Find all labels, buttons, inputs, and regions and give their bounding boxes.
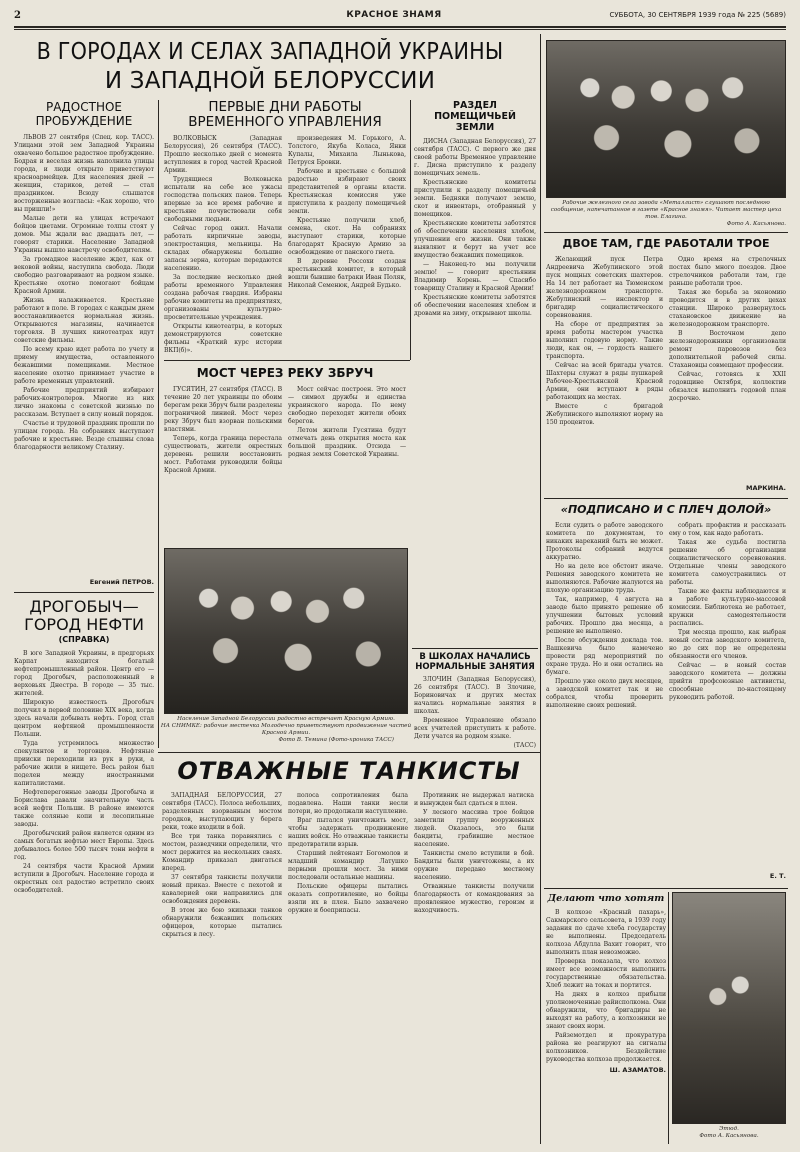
paragraph: Трудящиеся Волковыска испытали на себе все ужасы господства польских панов. Теперь впервые за все время рабочие и крестьяне почувствовали себя свободными людьми. [164, 176, 282, 223]
issue-info: СУББОТА, 30 СЕНТЯБРЯ 1939 года № 225 (5689) [609, 11, 786, 19]
article-column [288, 386, 406, 476]
paragraph: Малые дети на улицах встречают бойцов цветами. Огромные толпы стоят у домов. Мы ждали вас двадцать лет, — говорят старики. Население Западной Украины вышло навстречу освободителям. [14, 215, 154, 254]
paragraph: В юге Западной Украины, в предгорьях Карпат находится богатый нефтепромышленный район. Центр его — город Дрогобыч, расположенный в верховьях Днестра. В городе — 35 тыс. жителей. [14, 650, 154, 697]
section-rule [544, 232, 788, 233]
paragraph: В этом же бою экипажи танков обнаружили бежавших польских офицеров, которые пытались скрыться в лесу. [162, 907, 282, 938]
article-title: ПОМЕЩИЧЬЕЙ ЗЕМЛИ [434, 111, 516, 133]
paragraph: В деревне Россохи создан крестьянский комитет, в который вошли бывшие батраки Иван Поляк, Николай Семенюк, Андрей Будько. [288, 258, 406, 289]
caption-line: Рабочие железного села завода «Металлист» слушают последнюю сообщение, напечатанное в газете «Красное знамя». Читает мастер цеха тов. Елагина. [550, 200, 782, 220]
paragraph: На днях в колхоз прибыли уполномоченные райисполкома. Они обнаружили, что бригадиры не выходят на работу, а колхозники не знают своих норм. [546, 991, 666, 1030]
masthead-rule-2 [14, 29, 786, 30]
photo-caption [672, 1126, 786, 1144]
masthead [14, 8, 786, 24]
article-body [414, 138, 536, 318]
paragraph: Мост сейчас построен. Это мост — символ дружбы и единства украинского народа. По нему свободно переходят жители обоих берегов. [288, 386, 406, 425]
paragraph: Крестьянские комитеты заботятся об обеспечении населения хлебом и дровами на зиму, открывают школы. [414, 294, 536, 317]
article-title: ДВОЕ ТАМ, ГДЕ РАБОТАЛИ ТРОЕ [562, 237, 770, 250]
article-title: ГОРОД НЕФТИ [24, 615, 144, 634]
paragraph: ЛЬВОВ 27 сентября (Спец. кор. ТАСС). Улицами этой зем Западной Украины охвачено большое радостное пробуждение. Бодрая и веселая жизнь наполнила улицы города, и люди открыто приветствуют красноармейцев. Для населения дней — женщин, стариков, детей — стал праздником. Всюду слышатся восторженные возгласы: «Как хорошо, что вы пришли!» [14, 134, 154, 213]
caption-line: НА СНИМКЕ: рабочие местечка Молодечно приветствуют продвижение частей Красной Армии. [160, 723, 412, 736]
column-divider [410, 100, 411, 360]
article-column [414, 792, 534, 940]
article-column [546, 256, 663, 428]
paragraph: Три месяца прошло, как выбран новый состав заводского комитета, но до сих пор не определены обязанности его членов. [669, 629, 786, 660]
paragraph: ЗЛОЧИН (Западная Белоруссия), 26 сентября (ТАСС). В Злочине, Бориновичах и других местах начались нормальные занятия в школах. [414, 676, 536, 715]
paragraph: Так, например, 4 августа на заводе было принято решение об улучшении бытовых условий рабочих. Прошло два месяца, а решение не выполнено. [546, 596, 663, 635]
article-title: ПЕРВЫЕ ДНИ РАБОТЫ [208, 100, 362, 115]
paragraph: Одно время на стрелочных постах было много поездов. Двое стрелочников работали там, где раньше работали трое. [669, 256, 786, 287]
paragraph: В Восточном депо железнодорожники организовали ремонт паровозов без дополнительной рабочей силы. Стахановцы совмещают профессии. [669, 330, 786, 369]
paragraph: Прошло уже около двух месяцев, а заводской комитет так и не собрался, чтобы проверить выполнение своих решений. [546, 678, 663, 709]
paragraph: полоса сопротивления была подавлена. Наши танки несли потери, но продолжали наступление. [288, 792, 408, 815]
paragraph: 37 сентября танкисты получили новый приказ. Вместе с пехотой и кавалерией они направились для освобождения деревень. [162, 874, 282, 905]
paragraph: — Наконец-то мы получили землю! — говорит крестьянин Владимир Корень. — Спасибо товарищу Сталину и Красной Армии! [414, 261, 536, 292]
paragraph: Летом жители Гусятина будут отмечать день открытия моста как большой праздник. Отсюда — родная земля Советской Украины. [288, 427, 406, 458]
article-subtitle: (СПРАВКА) [58, 635, 110, 644]
article-column [669, 256, 786, 428]
photo-credit: Фото А. Касьянова. [699, 1133, 759, 1139]
article-column [288, 135, 406, 356]
article-column [162, 792, 282, 940]
author: МАРКИНА. [746, 484, 786, 492]
paragraph: Крестьяне получили хлеб, семена, скот. На собраниях выступают старики, которые благодарят Красную Армию за освобождение от панского гнета. [288, 217, 406, 256]
paragraph: Широкую известность Дрогобыч получил в первой половине XIX века, когда здесь начали добывать нефть. Город стал центром нефтяной промышленности Польши. [14, 699, 154, 738]
article-body [14, 134, 154, 452]
paper-name: КРАСНОЕ ЗНАМЯ [346, 10, 442, 20]
paragraph: Сейчас на всей бригады учатся. Шахтеры служат в ряды пушкарей Рабочее-Крестьянской Красной Армии, они вступают в ряды работающих на местах. [546, 362, 663, 401]
main-headline [30, 38, 510, 98]
paragraph: Нефтеперегонные заводы Дрогобыча и Борислава давали значительную часть всей нефти Польши. В районе имеются также соляные копи и лесопильные заводы. [14, 789, 154, 828]
paragraph: Рабочие и крестьяне с большой радостью избирают своих представителей в органы власти. Крестьянская комиссия уже приступила к разделу помещичьей земли. [288, 168, 406, 215]
paragraph: Дрогобычский район является одним из самых богатых нефтью мест Европы. Здесь добывалось более 500 тысяч тонн нефти в год. [14, 830, 154, 861]
article-column [164, 135, 282, 356]
article-column [288, 792, 408, 940]
paragraph: Но на деле все обстоит иначе. Решения заводского комитета не выполняются. Рабочие жалуются на плохую организацию труда. [546, 563, 663, 594]
page-number: 2 [14, 10, 21, 21]
paragraph: Все три танка поравнялись с мостом, разведчики определили, что мост держится на нескольких сваях. Командир приказал двигаться вперед. [162, 833, 282, 872]
paragraph: Такая же борьба за экономию проводится и в других цехах станции. Широко развернулось стахановское движение на железнодорожном транспорте. [669, 289, 786, 328]
section-rule [544, 888, 788, 889]
paragraph: После обсуждения доклада тов. Вашкевича было намечено провести ряд мероприятий по охране труда. Но и они остались на бумаге. [546, 637, 663, 676]
article-title: «ПОДПИСАНО И С ПЛЕЧ ДОЛОЙ» [560, 503, 772, 516]
paragraph: Крестьянские комитеты приступили к разделу помещичьей земли. Бедняки получают землю, скот и инвентарь, отобранный у помещиков. [414, 179, 536, 218]
article-title: В ШКОЛАХ НАЧАЛИСЬ [419, 652, 531, 662]
paragraph: Желающий пуск Петра Андреевича Жебулинского этой пуск мощных советских шахтеров. На 14 лет работает на Тюменском железнодорожном транспорте. Жебулинский — инспектор и бригадир социалистического соревнования. [546, 256, 663, 319]
photo-caption [158, 716, 414, 750]
paragraph: Если судить о работе заводского комитета по документам, то никаких нареканий быть не может. Протоколы собраний ведутся аккуратно. [546, 522, 663, 561]
paragraph: 24 сентября части Красной Армии вступили в Дрогобыч. Население города и окрестных сел радостно встретило своих освободителей. [14, 863, 154, 894]
paragraph: Сейчас, готовясь к XXII годовщине Октября, коллектив обязался выполнить годовой план досрочно. [669, 371, 786, 402]
article-title: РАДОСТНОЕ ПРОБУЖДЕНИЕ [35, 100, 133, 128]
photo-credit: Фото В. Темина (Фото-хроника ТАСС) [278, 737, 394, 743]
author: Евгений ПЕТРОВ. [89, 578, 154, 586]
article-title: НОРМАЛЬНЫЕ ЗАНЯТИЯ [415, 662, 535, 672]
paragraph: Противник не выдержал натиска и вынужден был сдаться в плен. [414, 792, 534, 807]
section-rule [158, 752, 540, 753]
article-delaut [546, 892, 666, 1144]
article-title: Делают что хотят [547, 893, 665, 904]
article-pervye-dni [164, 100, 406, 356]
photo-workers-reading [546, 40, 786, 198]
photo-credit: Фото А. Касьянова. [726, 221, 786, 227]
paragraph: ВОЛКОВЫСК (Западная Белоруссия), 26 сентября (ТАСС). Прошло несколько дней с момента вступления в город частей Красной Армии. [164, 135, 282, 174]
paragraph: За последние несколько дней работы временного Управления создана рабочая гвардия. Избраны рабочие комитеты на предприятиях, организованы культурно-просветительные учреждения. [164, 274, 282, 321]
article-body [14, 650, 154, 895]
paragraph: Жизнь налаживается. Крестьяне работают в поле. В городах с каждым днем восстанавливается нормальная жизнь. Открываются магазины, начинается торговля. В лучших кинотеатрах идут советские фильмы. [14, 297, 154, 344]
paragraph: произведения М. Горького, А. Толстого, Якуба Коласа, Янки Купалы, Михаила Лынькова, Петруся Бровки. [288, 135, 406, 166]
paragraph: Такая же судьба постигла решение об организации социалистического соревнования. Отдельные члены заводского комитета самоустранились от работы. [669, 539, 786, 586]
main-headline-line2: И ЗАПАДНОЙ БЕЛОРУССИИ [104, 68, 436, 94]
section-rule [164, 360, 410, 361]
paragraph: Танкисты смело вступили в бой. Бандиты были уничтожены, а их оружие передано местному населению. [414, 850, 534, 881]
paragraph: Рабочие предприятий избирают рабочих-контролеров. Многие из них лично знакомы с советской жизнью по рассказам. Вступает в силу новый порядок. [14, 387, 154, 418]
paragraph: У лесного массива трое бойцов заметили группу вооруженных людей. Оказалось, это были бандиты, грабившие местное население. [414, 809, 534, 848]
paragraph: Враг пытался уничтожить мост, чтобы задержать продвижение наших войск. Но отважные танкисты предотвратили взрыв. [288, 817, 408, 848]
section-rule [412, 648, 538, 649]
caption-line: Население Западной Белоруссии радостно встречает Красную Армию. [177, 716, 395, 722]
paragraph: За громадное население ждет, как от вековой войны, наступила свобода. Люди свободно разговаривают на родном языке. Крестьяне охотно помогают бойцам Красной Армии. [14, 256, 154, 295]
paragraph: Вместе с бригадой Жебулинского выполняют норму на 150 процентов. [546, 403, 663, 426]
paragraph: Временное Управление обязало всех учителей приступить к работе. Дети учатся на родном языке. [414, 717, 536, 740]
article-podpisano [546, 502, 786, 886]
paragraph: (ТАСС) [513, 742, 536, 748]
paragraph: Туда устремилось множество спекулянтов и торговцев. Нефтяные прииски переходили из рук в руки, а рабочие жили в нищете. Весь район был поделен между иностранными капиталистами. [14, 740, 154, 787]
paragraph: Такие же факты наблюдаются и в работе культурно-массовой комиссии. Библиотека не работает, кружки самодеятельности распались. [669, 588, 786, 627]
paragraph: ДИСНА (Западная Белоруссия), 27 сентября (ТАСС). С первого же дня своей работы Временное управление г. Дисна приступило к разделу помещичьих земель. [414, 138, 536, 177]
article-title: ВРЕМЕННОГО УПРАВЛЕНИЯ [188, 114, 382, 130]
paragraph: Сейчас город ожил. Начали работать кирпичные заводы, электростанция, мельницы. На складах обнаружены большие запасы зерна, которые передаются населению. [164, 225, 282, 272]
photo-caption [546, 200, 786, 230]
paragraph: На сборе от предприятия за время работы мастером участка выполнил годовую норму. Такие люди, как он, — гордость нашего транспорта. [546, 321, 663, 360]
article-body [546, 909, 666, 1064]
article-column [546, 522, 663, 711]
paragraph: По всему краю идет работа по учету и приему имущества, оставленного бежавшими помещиками. Местное население охотно принимает участие в работе временных управлений. [14, 346, 154, 385]
paragraph: Счастье и трудовой праздник прошли по улицам города. На собраниях выступают рабочие и крестьяне. Везде слышны слова благодарности великому Сталину. [14, 420, 154, 451]
article-column [669, 522, 786, 711]
paragraph: Польские офицеры пытались оказать сопротивление, но бойцы взяли их в плен. Было захвачено оружие и боеприпасы. [288, 883, 408, 914]
article-column [164, 386, 282, 476]
paragraph: Старший лейтенант Богомолов и младший командир Латушко первыми прошли мост. За ними последовали остальные машины. [288, 850, 408, 881]
paragraph: В колхозе «Красный пахарь», Сакмарского сельсовета, в 1939 году задания по сдаче хлеба государству не выполнены. Председатель колхоза Абдулла Вахит говорит, что выполнить план невозможно. [546, 909, 666, 956]
paragraph: Проверка показала, что колхоз имеет все возможности выполнить государственные обязательства. Хлеб лежит на токах и портится. [546, 958, 666, 989]
article-body [414, 676, 536, 748]
article-tankisty [162, 756, 536, 1146]
paragraph: ЗАПАДНАЯ БЕЛОРУССИЯ, 27 сентября (ТАСС). Полоса небольших, разделенных взорванным мостом городков, выступающих у берега реки, тоже входили в бой. [162, 792, 282, 831]
author: Ш. АЗАМАТОВ. [609, 1066, 666, 1074]
photo-soldiers [164, 548, 408, 714]
paragraph: собрать профактив и рассказать ему о том, как надо работать. [669, 522, 786, 537]
paragraph: Отважные танкисты получили благодарность от командования за проявленное мужество, героизм и находчивость. [414, 883, 534, 914]
article-radostnoe [14, 100, 154, 594]
caption-line: Этюд. [719, 1126, 739, 1132]
section-rule [544, 498, 788, 499]
author: Е. Т. [769, 872, 786, 880]
paragraph: Открыты кинотеатры, в которых демонстрируются советские фильмы «Краткий курс истории ВКП(б)». [164, 323, 282, 354]
paragraph: Теперь, когда граница перестала существовать, жители окрестных деревень решили восстановить мост. Работами руководили бойцы Красной Армии. [164, 435, 282, 474]
article-title: МОСТ ЧЕРЕЗ РЕКУ ЗБРУЧ [196, 366, 374, 380]
article-most [164, 364, 406, 542]
section-rule [14, 592, 154, 593]
article-title: ОТВАЖНЫЕ ТАНКИСТЫ [177, 757, 521, 785]
article-title: ДРОГОБЫЧ— [29, 598, 139, 616]
article-razdel [414, 100, 536, 646]
photo-etude [672, 892, 786, 1124]
paragraph: Райземотдел и прокуратура района не реагируют на сигналы колхозников. Бездействие руководства колхоза продолжается. [546, 1032, 666, 1063]
article-title: РАЗДЕЛ [453, 100, 497, 111]
article-drogobych [14, 598, 154, 1144]
column-divider [668, 892, 669, 1144]
masthead-rule [14, 26, 786, 28]
paragraph: Крестьянские комитеты заботятся об обеспечении населения хлебом, улучшении его жизни. Они также выявляют и берут на учет все имущество бежавших помещиков. [414, 220, 536, 259]
paragraph: Сейчас — в новый состав заводского комитета — должны прийти профсоюзные активисты, способные по-настоящему руководить работой. [669, 662, 786, 701]
column-divider [158, 100, 159, 748]
article-v-shkolah [414, 652, 536, 748]
column-divider [540, 34, 541, 1144]
paragraph: ГУСЯТИН, 27 сентября (ТАСС). В течение 20 лет украинцы по обоим берегам реки Збруч были разделены пограничной линией. Мост через реку Збруч был взорван польскими властями. [164, 386, 282, 433]
main-headline-line1: В ГОРОДАХ И СЕЛАХ ЗАПАДНОЙ УКРАИНЫ [36, 39, 504, 65]
article-dvoe [546, 236, 786, 486]
